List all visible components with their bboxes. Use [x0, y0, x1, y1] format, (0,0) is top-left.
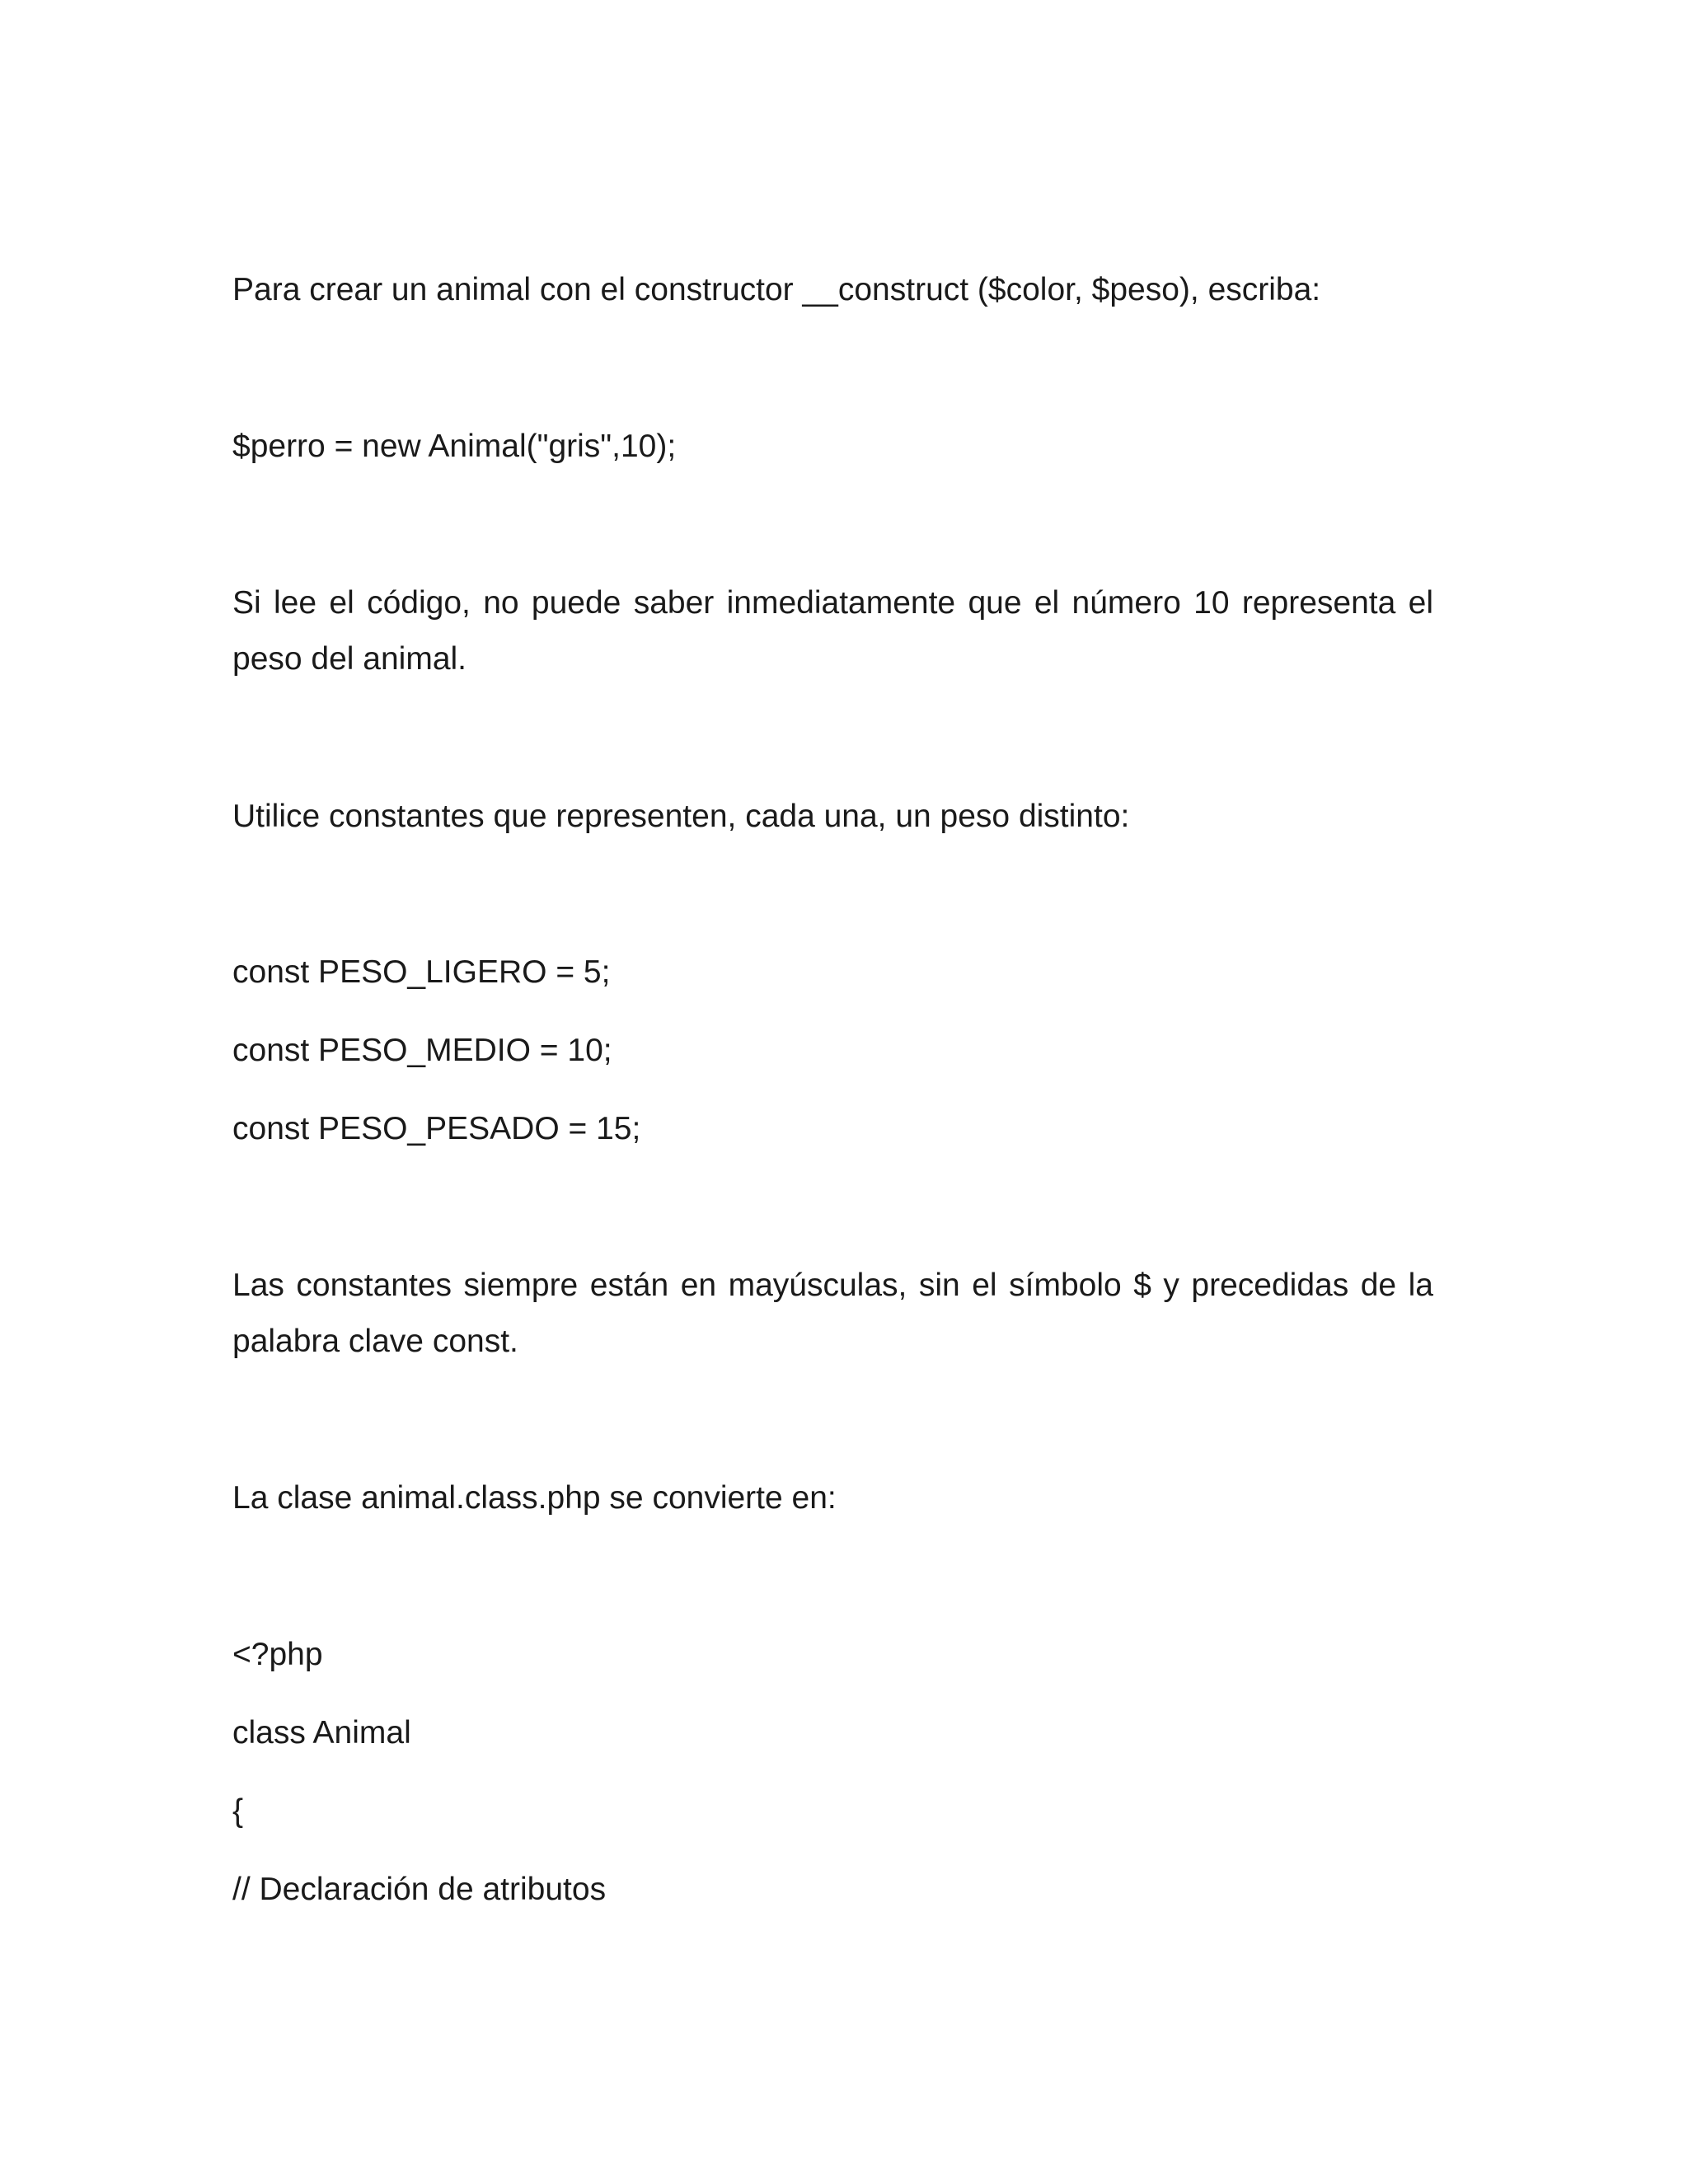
- explanation-line-2: peso del animal.: [232, 641, 467, 677]
- explanation-line-1: Si lee el código, no puede saber inmediatamente que el número 10 representa el: [232, 585, 1433, 621]
- code-comment-attributes: // Declaración de atributos: [232, 1872, 607, 1907]
- intro-paragraph: Para crear un animal con el constructor __construct ($color, $peso), escriba:: [232, 272, 1321, 307]
- code-example-new-animal: $perro = new Animal("gris",10);: [232, 429, 677, 464]
- class-intro: La clase animal.class.php se convierte en:: [232, 1480, 837, 1516]
- code-class-declaration: class Animal: [232, 1715, 411, 1750]
- constants-intro: Utilice constantes que representen, cada una, un peso distinto:: [232, 799, 1130, 834]
- constants-rule-line-2: palabra clave const.: [232, 1324, 518, 1359]
- const-peso-pesado: const PESO_PESADO = 15;: [232, 1111, 641, 1146]
- code-php-open-tag: <?php: [232, 1637, 323, 1672]
- constants-rule-line-1: Las constantes siempre están en mayúsculas, sin el símbolo $ y precedidas de la: [232, 1268, 1433, 1303]
- const-peso-ligero: const PESO_LIGERO = 5;: [232, 954, 611, 990]
- code-open-brace: {: [232, 1793, 244, 1829]
- const-peso-medio: const PESO_MEDIO = 10;: [232, 1033, 612, 1068]
